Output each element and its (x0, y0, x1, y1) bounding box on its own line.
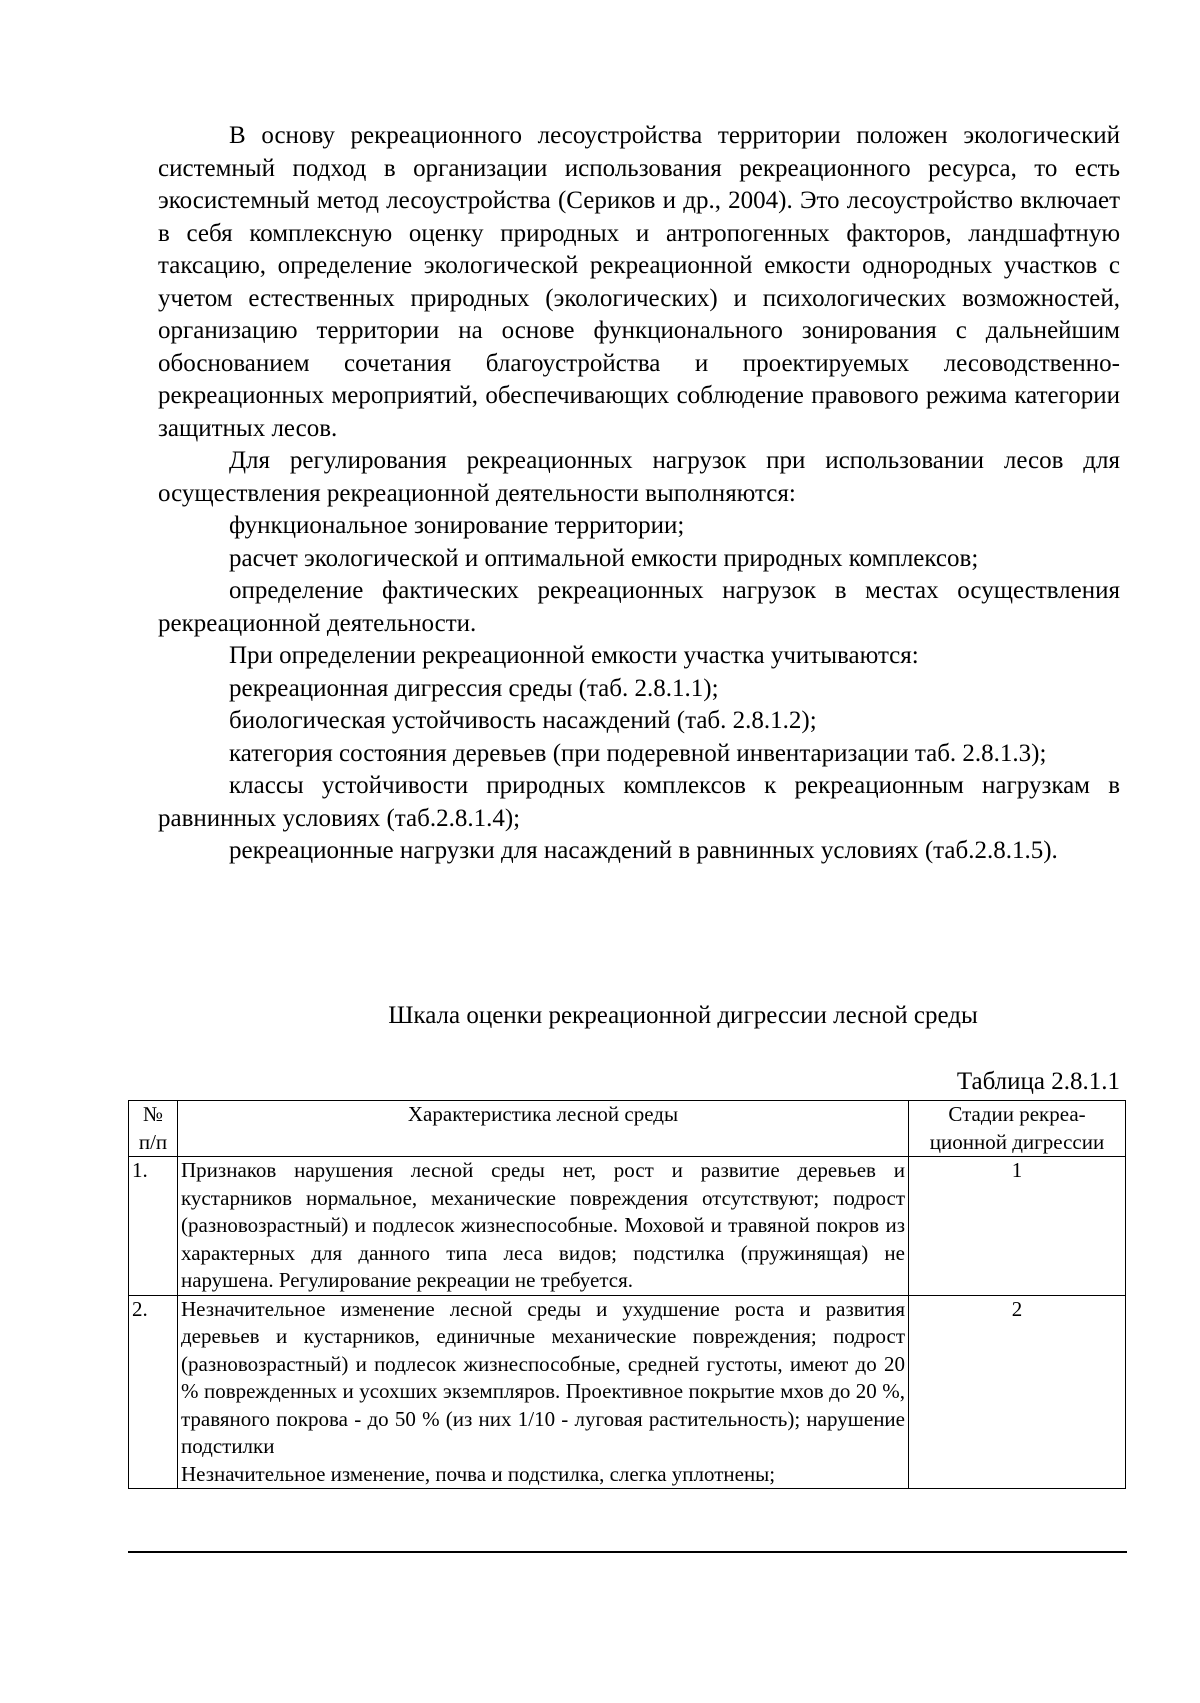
digression-table (128, 1100, 1126, 1489)
table-caption (0, 1000, 1200, 1032)
table-row (129, 1295, 1126, 1489)
list-item-digression: рекреационная дигрессия среды (таб. 2.8.1.1); (229, 674, 719, 702)
list-item-loads: определение фактических рекреационных нагрузок в местах осуществления рекреационной деятельности. (158, 577, 1120, 637)
table-row (129, 1157, 1126, 1296)
row-number: 1. (129, 1157, 178, 1296)
row-stage: 2 (909, 1295, 1126, 1489)
header-stage: Стадии рекреа-ционной дигрессии (909, 1101, 1126, 1157)
header-number: № п/п (129, 1101, 178, 1157)
list-item-capacity: расчет экологической и оптимальной емкости природных комплексов; (229, 544, 979, 572)
row-description: Признаков нарушения лесной среды нет, рост и развитие деревьев и кустарников нормальное, механические повреждения отсутствуют; подрост (разновозрастный) и подлесок жизнеспособные. Моховой и травяной покров из характерных для данного типа леса видов; подстилка (пружинящая) не нарушена. Регулирование рекреации не требуется. (178, 1157, 909, 1296)
row-stage: 1 (909, 1157, 1126, 1296)
page-bottom-margin (0, 1553, 1200, 1703)
header-description: Характеристика лесной среды (178, 1101, 909, 1157)
table-caption-text: Шкала оценки рекреационной дигрессии лесной среды (388, 1002, 978, 1029)
paragraph-regulation: Для регулирования рекреационных нагрузок при использовании лесов для осуществления рекреационной деятельности выполняются: (158, 447, 1120, 507)
row-number: 2. (129, 1295, 178, 1489)
row-description-continued: Незначительное изменение, почва и подстилка, слегка уплотнены; (181, 1461, 776, 1486)
list-item-recreation-loads: рекреационные нагрузки для насаждений в равнинных условиях (таб.2.8.1.5). (229, 837, 1058, 864)
list-item-stability: биологическая устойчивость насаждений (таб. 2.8.1.2); (229, 707, 817, 734)
body-text (158, 120, 1120, 868)
list-item-zoning: функциональное зонирование территории; (229, 512, 685, 539)
paragraph-capacity-factors: При определении рекреационной емкости участка учитываются: (229, 642, 919, 669)
row-description-cell (178, 1295, 909, 1489)
row-description: Незначительное изменение лесной среды и ухудшение роста и развития деревьев и кустарников, единичные механические повреждения; подрост (разновозрастный) и подлесок жизнеспособные, средней густоты, имеют до 20 % поврежденных и усохших экземпляров. Проективное покрытие мхов до 20 %, травяного покрова - до 50 % (из них 1/10 - луговая растительность); нарушение подстилки (181, 1296, 905, 1458)
table-header-row (129, 1101, 1126, 1157)
list-item-stability-classes: классы устойчивости природных комплексов к рекреационным нагрузкам в равнинных условиях (таб.2.8.1.4); (158, 772, 1120, 832)
list-item-tree-condition: категория состояния деревьев (при подеревной инвентаризации таб. 2.8.1.3); (229, 739, 1047, 767)
table-bottom-border (128, 1551, 1127, 1553)
paragraph-intro: В основу рекреационного лесоустройства территории положен экологический системный подход в организации использования рекреационного ресурса, то есть экосистемный метод лесоустройства (Сериков и др., 2004). Это лесоустройство включает в себя комплексную оценку природных и антропогенных факторов, ландшафтную таксацию, определение экологической рекреационной емкости однородных участков с учетом естественных природных (экологических) и психологических возможностей, организацию территории на основе функционального зонирования с дальнейшим обоснованием сочетания благоустройства и проектируемых лесоводственно-рекреационных мероприятий, обеспечивающих соблюдение правового режима категории защитных лесов. (158, 122, 1120, 442)
table-number-label: Таблица 2.8.1.1 (956, 1068, 1120, 1095)
